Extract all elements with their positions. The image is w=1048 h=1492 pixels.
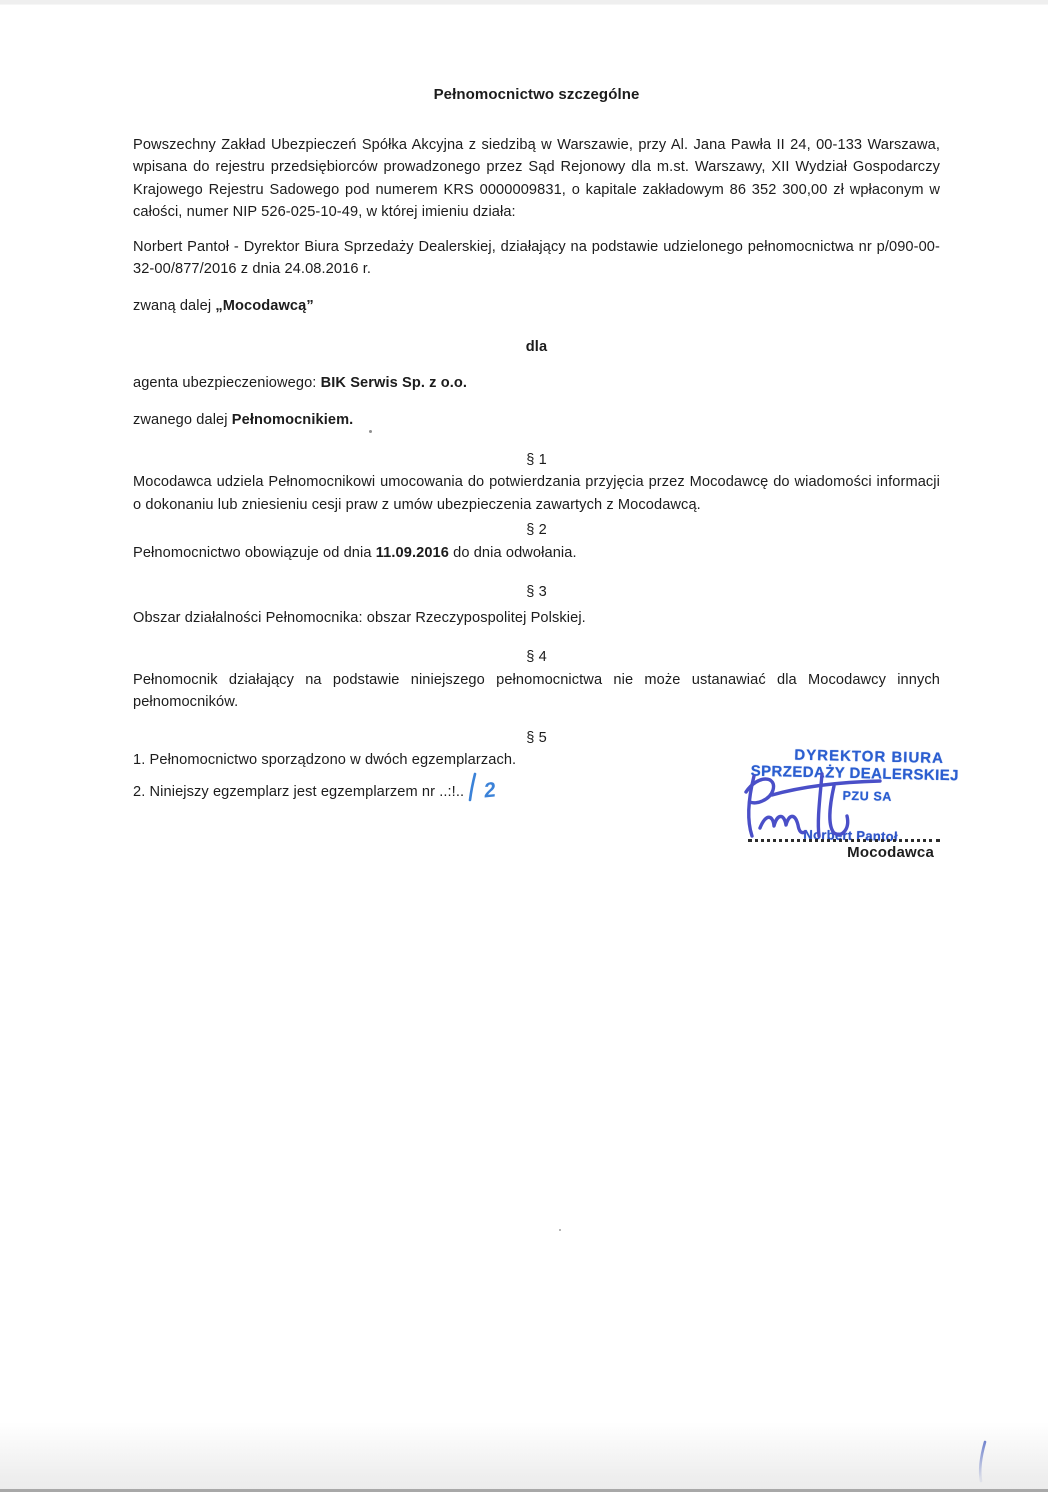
acting-person-paragraph: Norbert Pantoł - Dyrektor Biura Sprzedaży Dealerskiej, działający na podstawie udzielonego pełnomocnictwa nr p/090-00-32-00/877/2016 z dnia 24.08.2016 r. [133,238,940,277]
scan-speck [369,430,372,433]
agent-paragraph [133,372,940,395]
handwritten-copy-number-value: 2 [483,777,497,803]
agent-prefix: agenta ubezpieczeniowego: [133,374,321,391]
section-1-heading: § 1 [526,451,547,468]
section-1-text: Mocodawca udziela Pełnomocnikowi umocowania do potwierdzania przyjęcia przez Mocodawcę do wiadomości informacji o dokonaniu lub zniesieniu cesji praw z umów ubezpieczenia zawartych z Mocodawcą. [133,474,940,513]
attorney-prefix: zwanego dalej [133,412,232,428]
section-4-heading: § 4 [526,649,547,665]
document-title: Pełnomocnictwo szczególne [433,86,640,103]
scan-speck [559,1229,561,1231]
section-4-text: Pełnomocnik działający na podstawie niniejszego pełnomocnictwa nie może ustanawiać dla Mocodawcy innych pełnomocników. [133,671,940,710]
section-2-text [133,542,940,565]
scan-top-edge [0,0,1048,5]
scan-bottom-shade [0,1422,1048,1492]
principal-designation [133,295,940,318]
stamp-line-2: SPRZEDAŻY DEALERSKIEJ [750,762,960,785]
document-body [133,84,940,803]
handwritten-signature-icon [742,768,892,848]
section-2-suffix: do dnia odwołania. [448,544,577,561]
section-5-item-1: 1. Pełnomocnictwo sporządzono w dwóch egzemplarzach. [133,752,517,768]
pen-slash-mark-icon [464,772,480,802]
section-2-heading: § 2 [526,522,547,538]
handwritten-copy-number [464,772,497,804]
attorney-designation [133,409,940,432]
for-word: dla [525,339,548,355]
principal-term: „Mocodawcą” [215,297,314,314]
attorney-term: Pełnomocnikiem. [231,412,354,428]
stamp-line-3: PZU SA [842,788,893,804]
principal-prefix: zwaną dalej [133,297,216,314]
stamp-signer-name: Norbert Pantoł [803,826,899,845]
stamp-line-1: DYREKTOR BIURA [794,746,945,768]
agent-name: BIK Serwis Sp. z o.o. [320,374,468,391]
section-3-text: Obszar działalności Pełnomocnika: obszar Rzeczypospolitej Polskiej. [133,609,586,626]
section-5-heading: § 5 [526,729,547,746]
section-3-heading: § 3 [526,584,547,600]
section-2-prefix: Pełnomocnictwo obowiązuje od dnia [133,544,376,561]
intro-paragraph: Powszechny Zakład Ubezpieczeń Spółka Akcyjna z siedzibą w Warszawie, przy Al. Jana Pawła II 24, 00-133 Warszawa, wpisana do rejestru przedsiębiorców prowadzonego przez Sąd Rejonowy dla m.st. Warszawy, XII Wydział Gospodarczy Krajowego Rejestru Sadowego pod numerem KRS 0000009831, o kapitale zakładowym 86 352 300,00 zł wpłaconym w całości, numer NIP 526-025-10-49, w której imieniu działa: [133,136,940,220]
signature-stamp-block [740,746,968,871]
section-5-item-2-printed: 2. Niniejszy egzemplarz jest egzemplarzem nr ..:!.. [133,783,465,800]
section-2-effective-date: 11.09.2016 [375,544,449,561]
signer-role-label: Mocodawca [847,844,934,861]
